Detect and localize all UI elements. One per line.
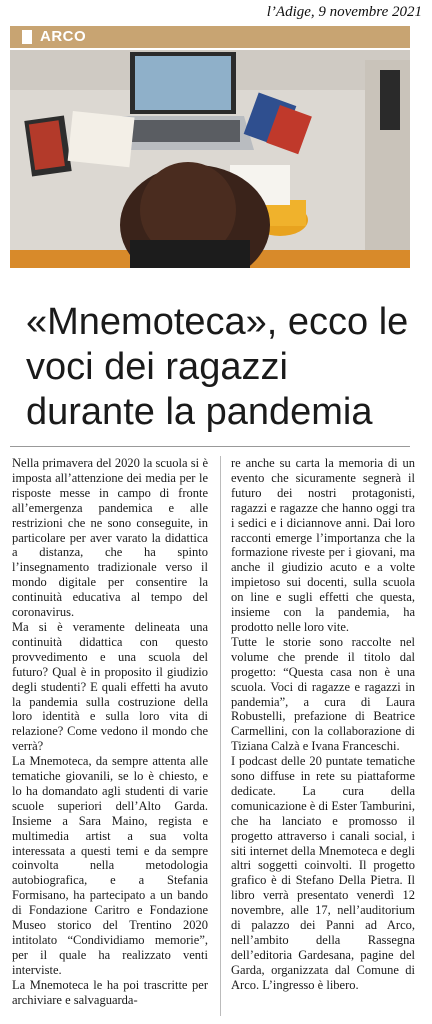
text-column-1 <box>12 456 208 1008</box>
paragraph: La Mnemoteca le ha poi trascritte per archiviare e salvaguarda- <box>12 977 208 1007</box>
paragraph: re anche su carta la memoria di un evento che sicuramente segnerà il futuro dei nostri protagonisti, ragazzi e ragazze che hanno oggi tra i sedici e i diciannove anni. Dai loro racconti emerge l’importanza che la formazione riveste per i giovani, ma anche il giudizio acuto e a volte impietoso sui docenti, sulla scuola on line e sugli effetti che questa, insieme con la pandemia, ha prodotto nelle loro vite. <box>231 456 415 634</box>
headline-rule <box>10 446 410 447</box>
paragraph: Tutte le storie sono raccolte nel volume che prende il titolo dal progetto: “Questa casa non è una scuola. Voci di ragazze e ragazzi in pandemia”, a cura di Laura Robustelli, prefazione di Beatrice Carmellini, con la collaborazione di Tiziana Calzà e Ivana Franceschi. <box>231 634 415 754</box>
section-label: ARCO <box>40 28 87 45</box>
text-column-2 <box>231 456 415 993</box>
paragraph: I podcast delle 20 puntate tematiche sono diffuse in rete su piattaforme dedicate. La cura della comunicazione è di Ester Tamburini, che ha lanciato e promosso il progetto attraverso i canali social, i siti internet della Mnemoteca e degli altri soggetti coinvolti. Il progetto grafico è di Stefano Della Pietra. Il libro verrà presentato venerdì 12 novembre, alle 17, nell’auditorium di palazzo dei Panni ad Arco, nell’ambito della Rassegna dell’editoria Gardesana, pagine del Garda, organizzata dal Comune di Arco. L’ingresso è libero. <box>231 754 415 992</box>
article-headline: «Mnemoteca», ecco le voci dei ragazzi durante la pandemia <box>26 301 409 433</box>
paragraph: Ma si è veramente delineata una continuità didattica con questo provvedimento e una scuola del futuro? Qual è in proposito il giudizio degli studenti? E quali effetti ha avuto la pandemia sulla costruzione della loro identità e sulla loro vita di relazione? Come vedono il mondo che verrà? <box>12 619 208 754</box>
paragraph: La Mnemoteca, da sempre attenta alle tematiche giovanili, se lo è chiesto, e lo ha domandato agli studenti di varie scuole superiori dell’Alto Garda. Insieme a Sara Maino, regista e multimedia artist a sua volta interessata a questi temi e da sempre coinvolta nella metodologia autobiografica, e a Stefania Formisano, ha partecipato a un bando di Fondazione Caritro e Fondazione Museo storico del Trentino 2020 intitolato “Condividiamo memorie”, per il quale ha realizzato venti interviste. <box>12 754 208 977</box>
column-divider <box>220 456 221 1016</box>
section-bar <box>10 26 410 48</box>
photo-student-at-laptop <box>10 50 410 268</box>
paragraph: Nella primavera del 2020 la scuola si è imposta all’attenzione dei media per le risposte messe in campo di fronte all’emergenza pandemica e alle restrizioni che ne sono conseguite, in particolare per aver varato la didattica a distanza, che ha spinto l’insegnamento tradizionale verso il mondo digitale per consentire la continuità educativa al tempo del coronavirus. <box>12 456 208 620</box>
newspaper-masthead: l’Adige, 9 novembre 2021 <box>266 4 422 20</box>
article-photo <box>10 50 410 268</box>
section-marker <box>22 30 32 44</box>
